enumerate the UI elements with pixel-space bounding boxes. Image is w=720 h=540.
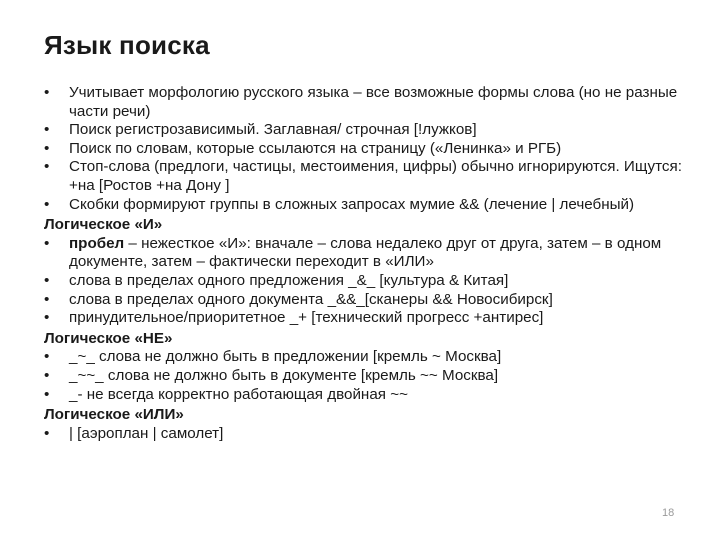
list-item: • Стоп-слова (предлоги, частицы, местоимения, цифры) обычно игнорируются. Ищутся: +на [Ростов +на Дону ] bbox=[44, 158, 692, 195]
intro-list bbox=[44, 84, 692, 214]
list-item: • слова в пределах одного предложения _&_ [культура & Китая] bbox=[44, 272, 692, 291]
item-text: – нежесткое «И»: вначале – слова недалеко друг от друга, затем – в одном документе, затем – фактически переходит в «ИЛИ» bbox=[69, 234, 662, 271]
slide-title: Язык поиска bbox=[44, 30, 210, 60]
section-heading-or: Логическое «ИЛИ» bbox=[44, 406, 184, 424]
section-heading-and: Логическое «И» bbox=[44, 216, 163, 234]
page-number: 18 bbox=[662, 507, 675, 519]
not-list bbox=[44, 348, 692, 404]
list-item: • Поиск регистрозависимый. Заглавная/ строчная [!лужков] bbox=[44, 121, 692, 140]
list-item: • Учитывает морфологию русского языка – все возможные формы слова (но не разные части речи) bbox=[44, 84, 692, 121]
list-item: • принудительное/приоритетное _+ [технический прогресс +антирес] bbox=[44, 309, 692, 328]
or-list bbox=[44, 425, 692, 444]
list-item bbox=[44, 235, 692, 272]
and-list bbox=[44, 235, 692, 328]
list-item: • Скобки формируют группы в сложных запросах мумие && (лечение | лечебный) bbox=[44, 196, 692, 215]
list-item: • _~~_ слова не должно быть в документе [кремль ~~ Москва] bbox=[44, 367, 692, 386]
list-item: • Поиск по словам, которые ссылаются на страницу («Ленинка» и РГБ) bbox=[44, 140, 692, 159]
section-heading-not: Логическое «НЕ» bbox=[44, 329, 173, 347]
list-item: • | [аэроплан | самолет] bbox=[44, 425, 692, 444]
list-item: • _- не всегда корректно работающая двойная ~~ bbox=[44, 386, 692, 405]
list-item: • _~_ слова не должно быть в предложении [кремль ~ Москва] bbox=[44, 348, 692, 367]
slide-content bbox=[44, 84, 692, 443]
list-item: • слова в пределах одного документа _&&_[сканеры && Новосибирск] bbox=[44, 291, 692, 310]
operator-keyword: пробел bbox=[69, 234, 125, 252]
